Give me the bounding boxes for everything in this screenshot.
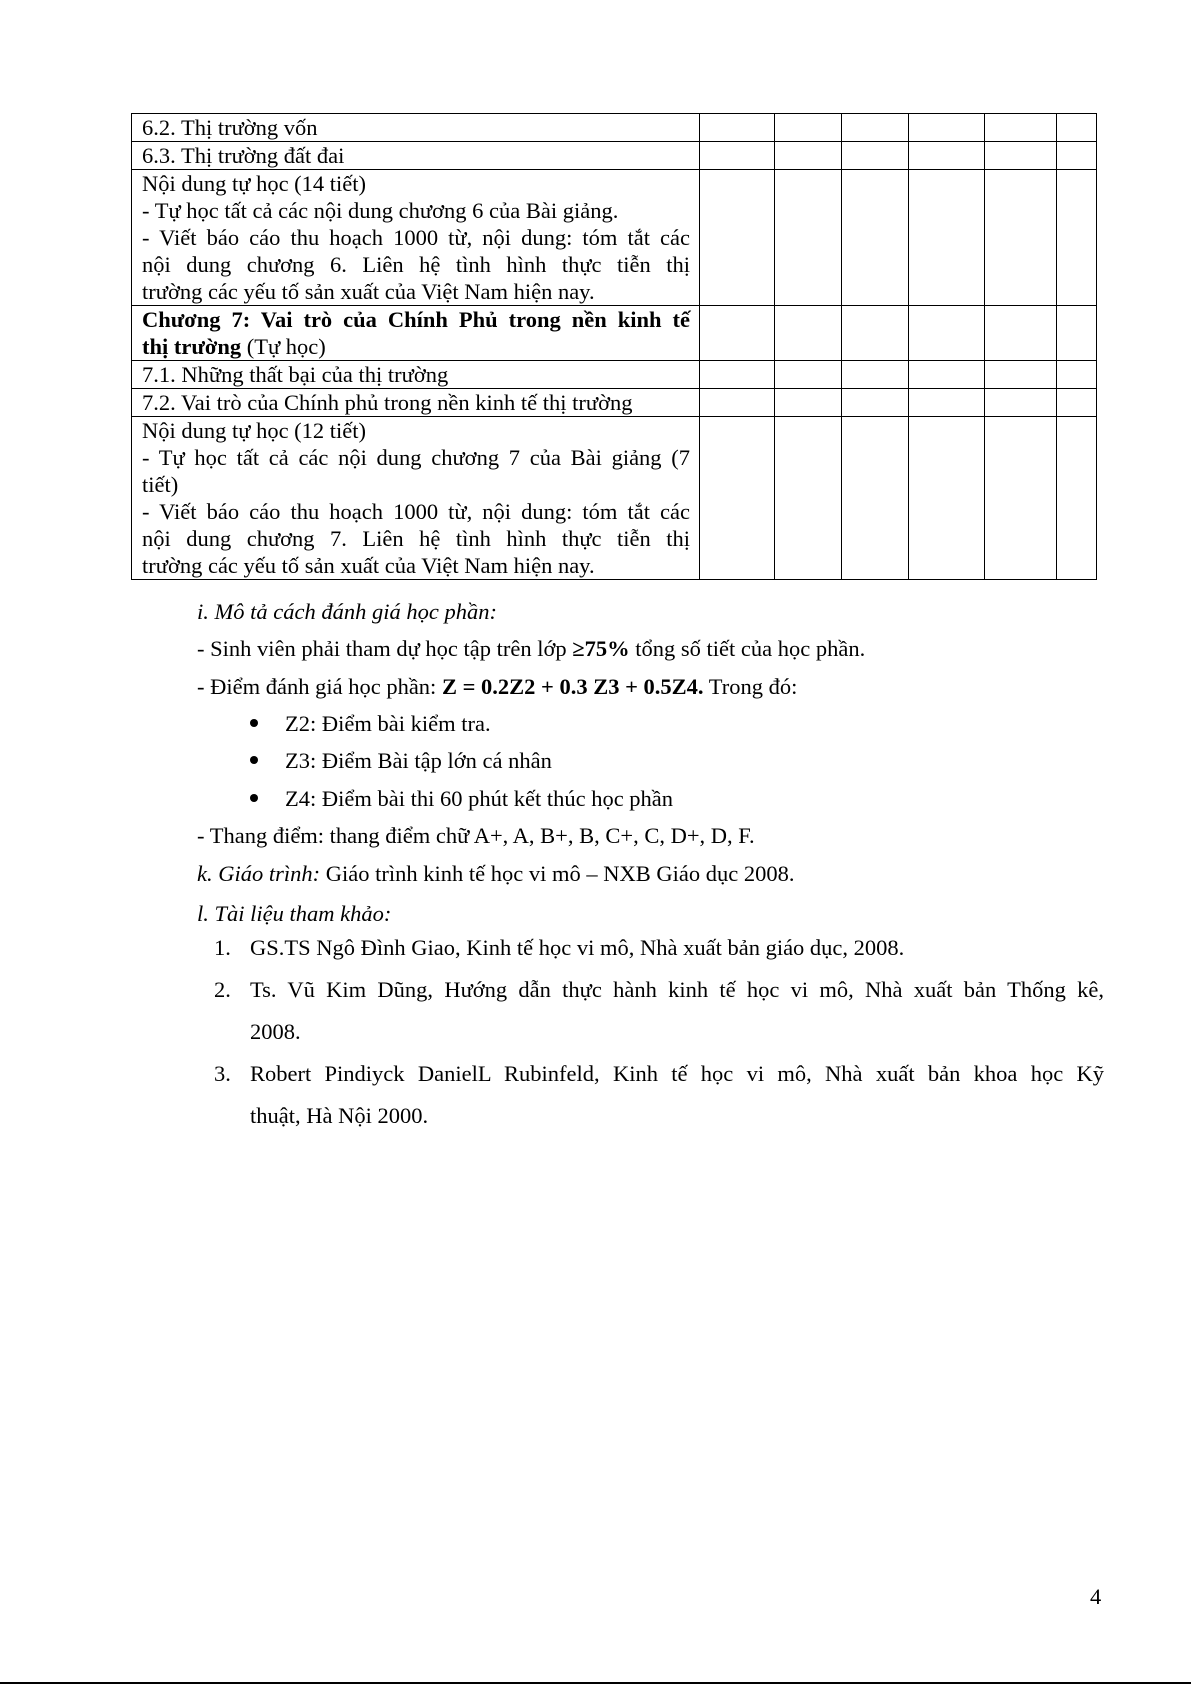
- table-row: [132, 114, 1097, 142]
- table-cell-topic: 6.3. Thị trường đất đai: [132, 142, 700, 170]
- reference-item: 2. Ts. Vũ Kim Dũng, Hướng dẫn thực hành kinh tế học vi mô, Nhà xuất bản Thống kê, 2008.: [214, 977, 1104, 1044]
- table-row: [132, 389, 1097, 417]
- table-cell-topic: 7.1. Những thất bại của thị trường: [132, 361, 700, 389]
- grading-scale: - Thang điểm: thang điểm chữ A+, A, B+, B, C+, C, D+, D, F.: [197, 823, 755, 848]
- component-z2: Z2: Điểm bài kiểm tra.: [250, 710, 491, 737]
- reference-item: 1. GS.TS Ngô Đình Giao, Kinh tế học vi mô, Nhà xuất bản giáo dục, 2008.: [214, 935, 905, 960]
- page-divider: [0, 1682, 1191, 1684]
- bullet-icon: [250, 756, 258, 764]
- attendance-requirement: - Sinh viên phải tham dự học tập trên lớp ≥75% tổng số tiết của học phần.: [197, 636, 866, 661]
- page-number: 4: [1090, 1584, 1102, 1609]
- table-row: [132, 361, 1097, 389]
- references-heading: l. Tài liệu tham khảo:: [197, 901, 392, 926]
- table-row: [132, 306, 1097, 361]
- table-row: [132, 417, 1097, 580]
- assessment-heading: i. Mô tả cách đánh giá học phần:: [197, 599, 497, 624]
- table-row: [132, 170, 1097, 306]
- table-cell-self-study: Nội dung tự học (14 tiết) - Tự học tất cả các nội dung chương 6 của Bài giảng. - Viết báo cáo thu hoạch 1000 từ, nội dung: tóm tắt các nội dung chương 6. Liên hệ tình hình thực tiễn thị trường các yếu tố sản xuất của Việt Nam hiện nay.: [132, 170, 700, 306]
- component-z3: Z3: Điểm Bài tập lớn cá nhân: [250, 747, 552, 774]
- table-cell-topic: 6.2. Thị trường vốn: [132, 114, 700, 142]
- table-row: [132, 142, 1097, 170]
- table-cell-chapter-heading: Chương 7: Vai trò của Chính Phủ trong nền kinh tế thị trường (Tự học): [132, 306, 700, 361]
- bullet-icon: [250, 794, 258, 802]
- course-schedule-table: [131, 113, 1097, 580]
- bullet-icon: [250, 719, 258, 727]
- table-cell-topic: 7.2. Vai trò của Chính phủ trong nền kinh tế thị trường: [132, 389, 700, 417]
- component-z4: Z4: Điểm bài thi 60 phút kết thúc học phần: [250, 785, 673, 812]
- reference-item: 3. Robert Pindiyck DanielL Rubinfeld, Kinh tế học vi mô, Nhà xuất bản khoa học Kỹ thuật, Hà Nội 2000.: [214, 1061, 1104, 1128]
- table-cell-self-study: Nội dung tự học (12 tiết) - Tự học tất cả các nội dung chương 7 của Bài giảng (7 tiết) - Viết báo cáo thu hoạch 1000 từ, nội dung: tóm tắt các nội dung chương 7. Liên hệ tình hình thực tiễn thị trường các yếu tố sản xuất của Việt Nam hiện nay.: [132, 417, 700, 580]
- textbook: k. Giáo trình: Giáo trình kinh tế học vi mô – NXB Giáo dục 2008.: [197, 861, 795, 886]
- grade-formula: - Điểm đánh giá học phần: Z = 0.2Z2 + 0.3 Z3 + 0.5Z4. Trong đó:: [197, 674, 798, 699]
